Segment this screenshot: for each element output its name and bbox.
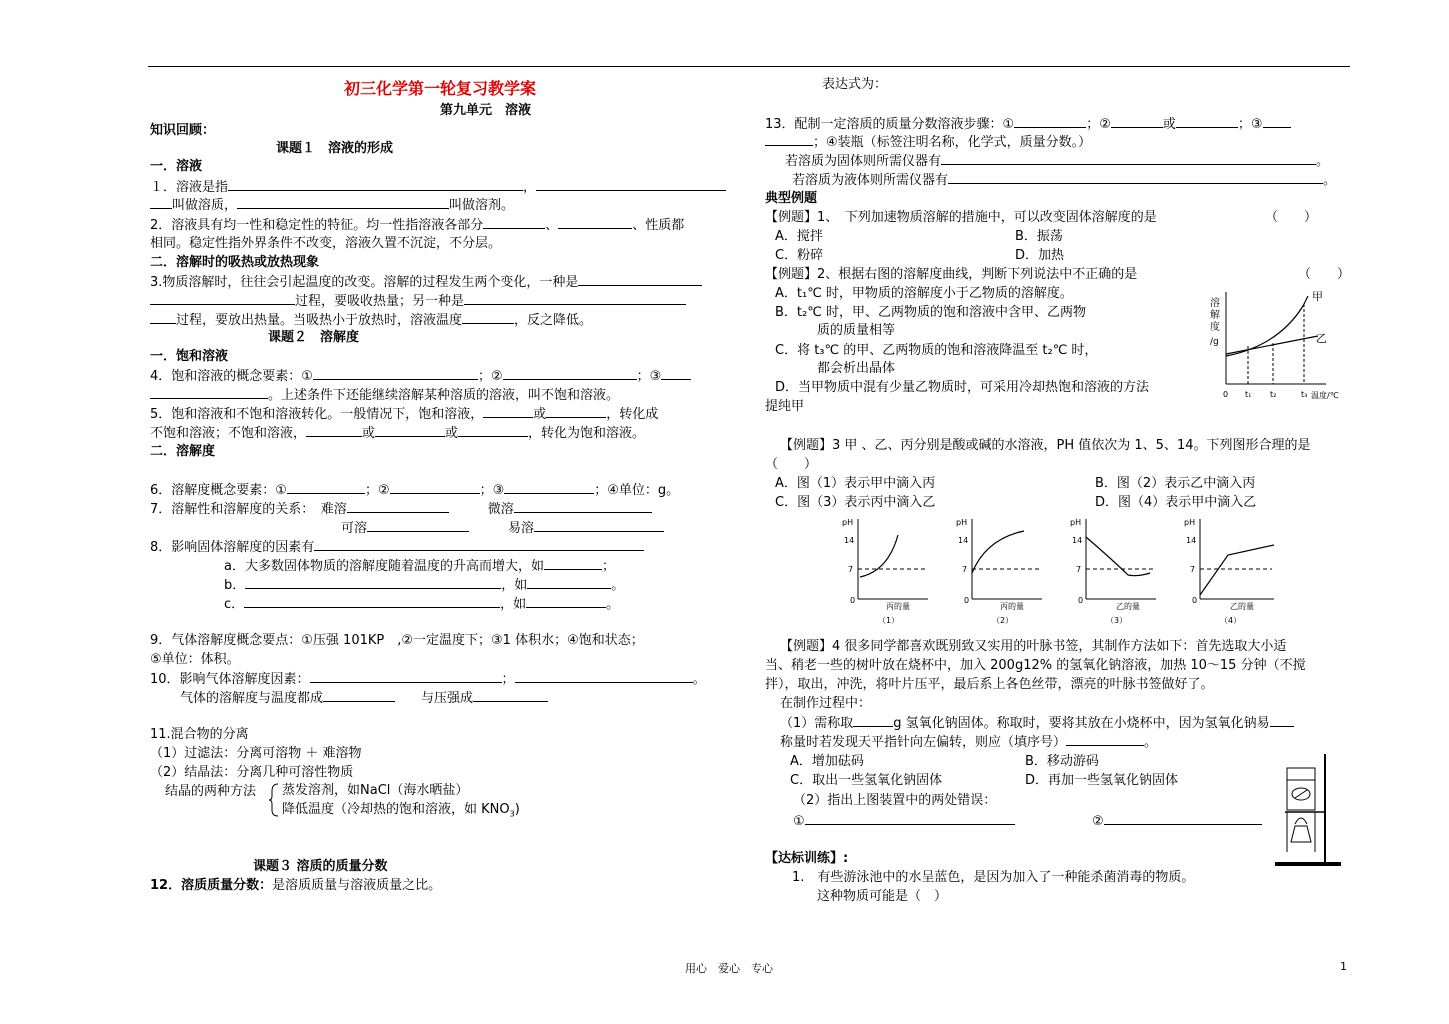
svg-text:7: 7 xyxy=(1190,565,1196,574)
q11-evaporate: 蒸发溶剂，如NaCl（海水晒盐） xyxy=(282,783,469,798)
expr-label: 表达式为： xyxy=(822,77,888,92)
ex4-q2: （2）指出上图装置中的两处错误： xyxy=(793,793,997,808)
label-jia: 甲 xyxy=(1312,290,1323,303)
topic-1: 课题１ 溶液的形成 xyxy=(276,141,394,156)
training-q1: 1. 有些游泳池中的水呈蓝色，是因为加入了一种能杀菌消毒的物质。 xyxy=(792,870,1195,885)
ex4-line4: 在制作过程中： xyxy=(780,696,872,711)
q11-line: 11.混合物的分离 xyxy=(150,727,249,742)
ex3-option-b: B．图（2）表示乙中滴入丙 xyxy=(1095,476,1256,491)
svg-text:0: 0 xyxy=(964,596,970,605)
ex2-option-d: D．当甲物质中混有少量乙物质时，可采用冷却热饱和溶液的方法 xyxy=(775,380,1150,395)
svg-text:7: 7 xyxy=(962,565,968,574)
ph-graph-4 xyxy=(1180,513,1290,625)
ph-graph-3 xyxy=(1066,513,1166,625)
ex4-line3: 拌），取出，冲洗，将叶片压平，最后系上各色丝带，漂亮的叶脉书签做好了。 xyxy=(765,677,1214,692)
ex3-paren: （ ） xyxy=(765,457,818,472)
q11-filter: （1）过滤法：分离可溶物 ＋ 难溶物 xyxy=(150,746,362,761)
footer-text: 用心 爱心 专心 xyxy=(685,962,773,975)
heading-solution: 一．溶液 xyxy=(150,159,203,174)
heading-solubility: 二．溶解度 xyxy=(150,444,216,459)
q8-c: c． ，如 。 xyxy=(224,597,620,612)
label-t3: t₃ xyxy=(1301,390,1308,399)
label-t2: t₂ xyxy=(1270,390,1277,399)
header-rule xyxy=(148,66,1350,67)
q10-line: 10．影响气体溶解度因素： ； 。 xyxy=(150,672,706,687)
svg-text:pH: pH xyxy=(956,518,968,527)
label-t1: t₁ xyxy=(1245,390,1252,399)
solubility-graph xyxy=(1208,286,1348,404)
ex3-option-d: D．图（4）表示甲中滴入乙 xyxy=(1095,495,1257,510)
svg-text:0: 0 xyxy=(1078,596,1084,605)
ex2-option-a: A．t₁℃ 时，甲物质的溶解度小于乙物质的溶解度。 xyxy=(775,286,1073,301)
q8-a: a．大多数固体物质的溶解度随着温度的升高而增大，如 ； xyxy=(224,559,615,574)
training-q1b: 这种物质可能是（ ） xyxy=(817,889,948,904)
ex4-option-d: D．再加一些氢氧化钠固体 xyxy=(1025,773,1179,788)
ex1-question: 【例题】1、 下列加速物质溶解的措施中，可以改变固体溶解度的是 xyxy=(765,210,1157,225)
ex4-option-c: C．取出一些氢氧化钠固体 xyxy=(790,773,943,788)
q5-line2: 不饱和溶液；不饱和溶液， 或 或 ，转化为饱和溶液。 xyxy=(150,426,646,441)
ylabel-4: /g xyxy=(1210,337,1219,347)
svg-text:0: 0 xyxy=(850,596,856,605)
heading-typical: 典型例题 xyxy=(765,191,818,206)
q13-liquid: 若溶质为液体则所需仪器有 。 xyxy=(792,173,1337,188)
q11-crystal: （2）结晶法：分离几种可溶性物质 xyxy=(150,765,354,780)
q3-line2: 过程，要吸收热量；另一种是 xyxy=(150,292,686,311)
ylabel-2: 解 xyxy=(1210,310,1220,321)
ex4-q1: （1）需称取 g 氢氧化钠固体。称取时，要将其放在小烧杯中，因为氢氧化钠易 xyxy=(780,714,1294,733)
ex4-option-a: A．增加砝码 xyxy=(790,754,864,769)
ex1-option-a: A．搅拌 xyxy=(775,229,823,244)
q2-line2: 相同。稳定性指外界条件不改变，溶液久置不沉淀，不分层。 xyxy=(150,236,502,251)
svg-text:（4）: （4） xyxy=(1220,616,1242,625)
q5-line: 5．饱和溶液和不饱和溶液转化。一般情况下，饱和溶液， 或 ，转化成 xyxy=(150,407,659,422)
ex3-option-c: C．图（3）表示丙中滴入乙 xyxy=(775,495,936,510)
svg-text:14: 14 xyxy=(844,536,855,545)
svg-text:丙的量: 丙的量 xyxy=(1000,602,1024,611)
svg-text:pH: pH xyxy=(842,518,854,527)
ex2-paren: （ ） xyxy=(1298,267,1351,282)
ex3-question: 【例题】3 甲 、乙、丙分别是酸或碱的水溶液，PH 值依次为 1、5、14。下列图形合理的是 xyxy=(780,438,1311,453)
page-number: 1 xyxy=(1340,960,1347,973)
q6-line: 6．溶解度概念要素：① ；② ；③ ；④单位：g。 xyxy=(150,483,680,498)
ph-graph-2 xyxy=(952,513,1052,625)
q11-methods: 结晶的两种方法 xyxy=(165,784,257,799)
section-review: 知识回顾： xyxy=(150,123,216,138)
heading-heat: 二．溶解时的吸热或放热现象 xyxy=(150,255,320,270)
ex4-option-b: B．移动游码 xyxy=(1025,754,1099,769)
svg-text:pH: pH xyxy=(1184,518,1196,527)
svg-text:7: 7 xyxy=(848,565,854,574)
q3-line: 3.物质溶解时，往往会引起温度的改变。溶解的过程发生两个变化，一种是 xyxy=(150,273,702,292)
ex1-paren: （ ） xyxy=(1265,210,1318,225)
ex2-question: 【例题】2、根据右图的溶解度曲线，判断下列说法中不正确的是 xyxy=(765,267,1138,282)
apparatus-illustration xyxy=(1265,752,1345,868)
ex2-option-d2: 提纯甲 xyxy=(765,399,805,414)
q7-line2: 可溶 易溶 xyxy=(341,519,664,538)
svg-text:14: 14 xyxy=(958,536,969,545)
ex2-option-b: B．t₂℃ 时，甲、乙两物质的饱和溶液中含甲、乙两物 xyxy=(775,305,1086,320)
svg-text:丙的量: 丙的量 xyxy=(886,602,910,611)
ex4-line2: 当、稍老一些的树叶放在烧杯中，加入 200g12% 的氢氧化钠溶液，加热 10～15 分钟（不搅 xyxy=(765,658,1306,673)
brace-icon xyxy=(268,782,280,818)
q13-line: 13．配制一定溶质的质量分数溶液步骤：① ；② 或 ；③ xyxy=(765,115,1291,134)
q7-line: 7．溶解性和溶解度的关系： 难溶 微溶 xyxy=(150,500,652,519)
ex1-option-d: D．加热 xyxy=(1015,248,1065,263)
svg-text:7: 7 xyxy=(1076,565,1082,574)
q4-line2: 。上述条件下还能继续溶解某种溶质的溶液，叫不饱和溶液。 xyxy=(150,386,619,405)
svg-text:（2）: （2） xyxy=(992,616,1014,625)
svg-text:乙的量: 乙的量 xyxy=(1116,602,1140,611)
label-origin: 0 xyxy=(1223,390,1229,399)
ex4-line1: 【例题】4 很多同学都喜欢既别致又实用的叶脉书签，其制作方法如下：首先选取大小适 xyxy=(780,639,1287,654)
ylabel-1: 溶 xyxy=(1210,298,1220,309)
ex3-option-a: A．图（1）表示甲中滴入丙 xyxy=(775,476,936,491)
heading-training: 【达标训练】: xyxy=(765,851,849,866)
topic-3: 课题３ 溶质的质量分数 xyxy=(253,859,388,874)
ex2-option-c2: 都会析出晶体 xyxy=(817,361,896,376)
ph-graph-1 xyxy=(838,513,938,625)
svg-text:乙的量: 乙的量 xyxy=(1230,602,1254,611)
ex4-answer-2: ② xyxy=(1092,812,1262,831)
q10-line2: 气体的溶解度与温度都成 与压强成 xyxy=(180,689,548,708)
ex4-answer-1: ① xyxy=(793,812,1015,831)
curve-jia xyxy=(1226,296,1308,356)
ex1-option-b: B．振荡 xyxy=(1015,229,1063,244)
svg-text:（3）: （3） xyxy=(1106,616,1128,625)
svg-text:14: 14 xyxy=(1186,536,1197,545)
q3-line3: 过程，要放出热量。当吸热小于放热时，溶液温度 ，反之降低。 xyxy=(150,311,592,330)
ex4-q1b: 称量时若发现天平指针向左偏转，则应（填序号） 。 xyxy=(780,735,1158,750)
q13-solid: 若溶质为固体则所需仪器有 。 xyxy=(785,154,1330,169)
q8-b: b． ，如 。 xyxy=(224,578,625,593)
svg-text:pH: pH xyxy=(1070,518,1082,527)
q12-line: 12．溶质质量分数：是溶质质量与溶液质量之比。 xyxy=(150,878,442,893)
q1-line2: 叫做溶质， 叫做溶剂。 xyxy=(150,196,514,215)
label-yi: 乙 xyxy=(1316,332,1327,345)
svg-text:14: 14 xyxy=(1072,536,1083,545)
q11-cool: 降低温度（冷却热的饱和溶液，如 $KNO_3$) xyxy=(282,802,520,819)
topic-2: 课题２ 溶解度 xyxy=(268,330,360,345)
ylabel-3: 度 xyxy=(1210,322,1220,333)
q13-line2: ；④装瓶（标签注明名称，化学式，质量分数。） xyxy=(765,133,1091,152)
xlabel: 温度/℃ xyxy=(1311,391,1339,400)
q9-line2: ⑤单位：体积。 xyxy=(150,652,240,667)
q9-line: 9．气体溶解度概念要点：①压强 101KP ,②一定温度下；③1 体积水；④饱和状态； xyxy=(150,633,644,648)
svg-text:0: 0 xyxy=(1192,596,1198,605)
ex1-option-c: C．粉碎 xyxy=(775,248,824,263)
q1-line: １．溶液是指 ， xyxy=(150,178,726,197)
ex2-option-c: C．将 t₃℃ 的甲、乙两物质的饱和溶液降温至 t₂℃ 时， xyxy=(775,343,1098,358)
page-title: 初三化学第一轮复习教学案 xyxy=(344,79,537,98)
q2-line: 2．溶液具有均一性和稳定性的特征。均一性指溶液各部分 、 、性质都 xyxy=(150,218,685,233)
q8-line: 8．影响固体溶解度的因素有 xyxy=(150,538,644,557)
ex2-option-b2: 质的质量相等 xyxy=(817,323,896,338)
unit-title: 第九单元 溶液 xyxy=(440,103,532,118)
svg-text:（1）: （1） xyxy=(878,616,900,625)
q4-line: 4．饱和溶液的概念要素：① ；② ；③ xyxy=(150,367,691,386)
heading-saturated: 一．饱和溶液 xyxy=(150,349,229,364)
